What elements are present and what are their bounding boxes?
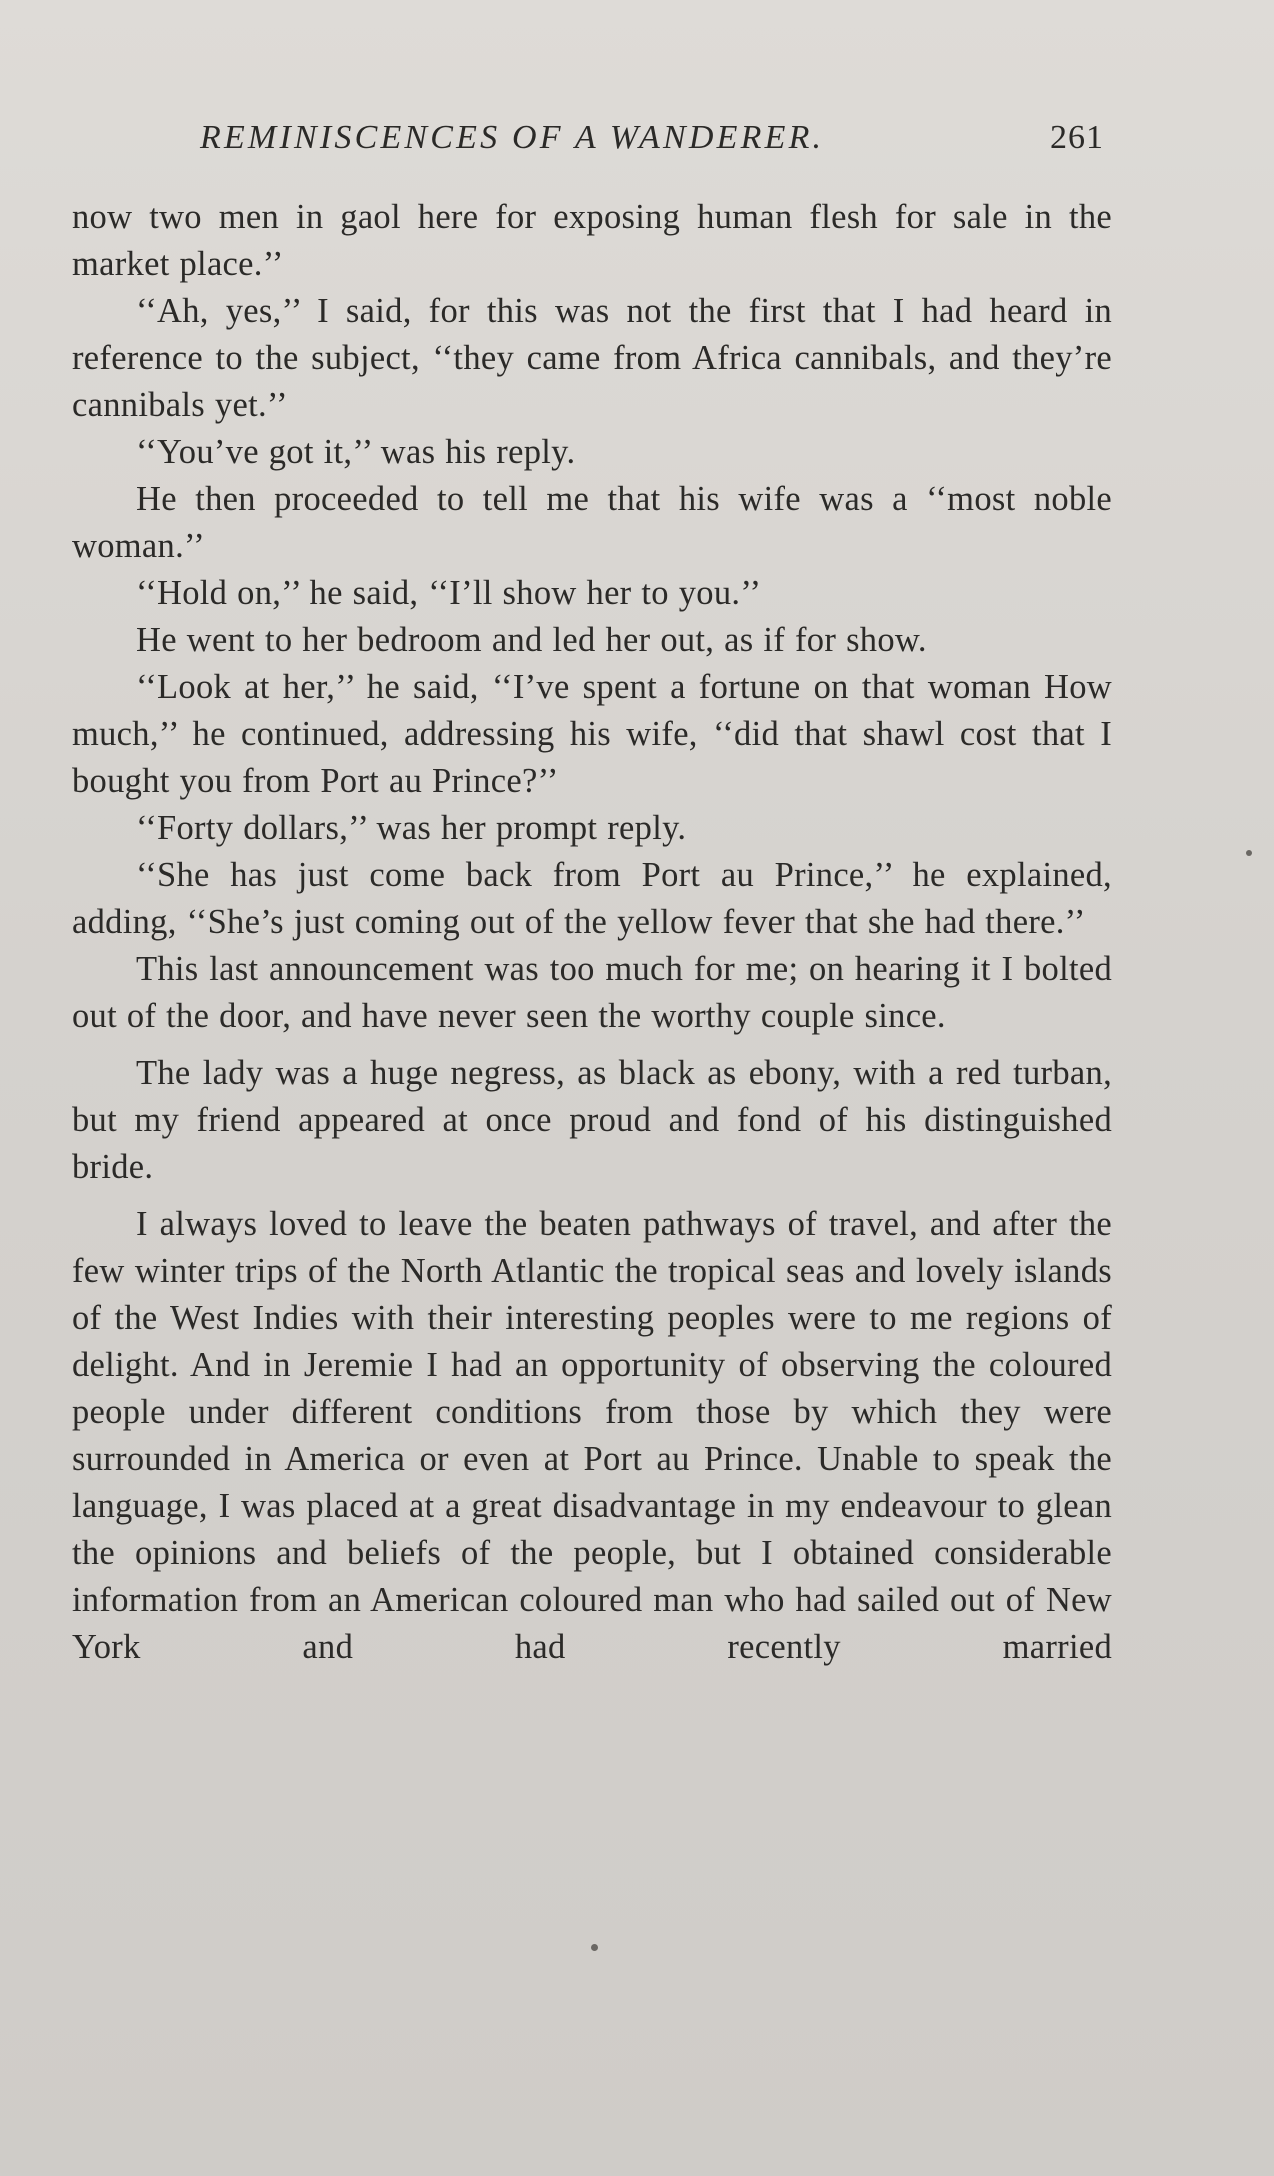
body-text (72, 194, 1112, 1671)
paragraph-12: I always loved to leave the beaten pathways of travel, and after the few winter trips of the North Atlantic the tropical seas and lovely islands of the West Indies with their interesting peoples were to me regions of delight. And in Jeremie I had an opportunity of observing the coloured people under different conditions from those by which they were surrounded in America or even at Port au Prince. Unable to speak the language, I was placed at a great disadvantage in my endeavour to glean the opinions and beliefs of the people, but I obtained considerable information from an American coloured man who had sailed out of New York and had recently married (72, 1205, 1112, 1666)
ink-speck (1246, 850, 1252, 856)
running-title: REMINISCENCES OF A WANDERER. (200, 119, 825, 156)
paragraph-5: ‘‘Hold on,’’ he said, ‘‘I’ll show her to you.’’ (136, 574, 762, 612)
paragraph-3: ‘‘You’ve got it,’’ was his reply. (136, 433, 576, 471)
paragraph-4: He then proceeded to tell me that his wife was a ‘‘most noble woman.’’ (72, 480, 1112, 565)
paragraph-11: The lady was a huge negress, as black as ebony, with a red turban, but my friend appeared at once proud and fond of his distinguished bride. (72, 1054, 1112, 1186)
paragraph-8: ‘‘Forty dollars,’’ was her prompt reply. (136, 809, 687, 847)
paragraph-10: This last announcement was too much for me; on hearing it I bolted out of the door, and have never seen the worthy couple since. (72, 950, 1112, 1035)
running-head (0, 112, 1274, 164)
paragraph-9: ‘‘She has just come back from Port au Prince,’’ he explained, adding, ‘‘She’s just coming out of the yellow fever that she had there.’’ (72, 856, 1112, 941)
paragraph-2: ‘‘Ah, yes,’’ I said, for this was not the first that I had heard in reference to the subject, ‘‘they came from Africa cannibals, and they’re cannibals yet.’’ (72, 292, 1112, 424)
paragraph-6: He went to her bedroom and led her out, as if for show. (136, 621, 927, 659)
paragraph-7: ‘‘Look at her,’’ he said, ‘‘I’ve spent a fortune on that woman How much,’’ he continued, addressing his wife, ‘‘did that shawl cost that I bought you from Port au Prince?’’ (72, 668, 1112, 800)
ink-speck (591, 1944, 598, 1951)
page-number: 261 (1050, 119, 1104, 156)
paragraph-1: now two men in gaol here for exposing human flesh for sale in the market place.’’ (72, 198, 1112, 283)
